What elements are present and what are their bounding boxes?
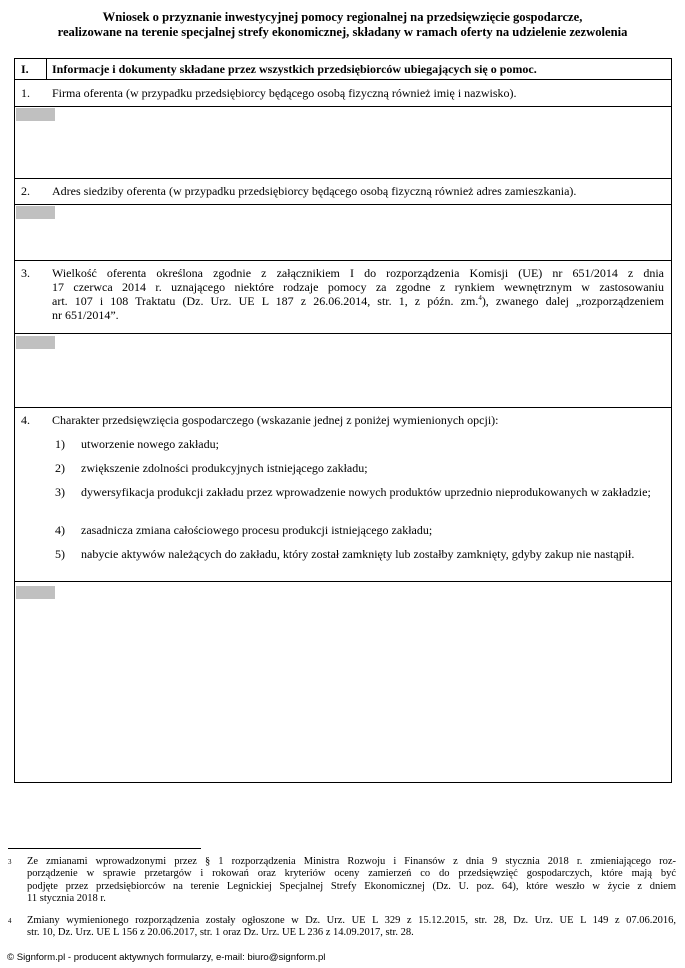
item-1-label: Firma oferenta (w przypadku przedsiębiorcy będącego osobą fizyczną również imię i nazwisko). xyxy=(52,86,517,100)
item-4-label: Charakter przedsięwzięcia gospodarczego (wskazanie jednej z poniżej wymienionych opcji): xyxy=(52,413,499,427)
item-3-line-3b: ), zwanego dalej „rozporządzeniem xyxy=(481,294,664,308)
document-title xyxy=(0,10,685,40)
footnote-4 xyxy=(8,915,676,941)
item-2-input-field[interactable] xyxy=(16,206,55,219)
option-2-number: 2) xyxy=(55,461,65,475)
option-3-text: dywersyfikacja produkcji zakładu przez wprowadzenie nowych produktów uprzednio nieprodukowanych w zakładzie; xyxy=(81,485,651,499)
item-2-label-row xyxy=(15,179,671,203)
item-3-input-field[interactable] xyxy=(16,336,55,349)
item-1-number: 1. xyxy=(21,86,30,100)
item-3-label-row xyxy=(15,261,671,333)
item-3-line-4: nr 651/2014”. xyxy=(52,308,119,322)
section-divider xyxy=(46,59,47,79)
section-header xyxy=(15,59,671,79)
footnote-3-line-1: Ze zmianami wprowadzonymi przez § 1 rozporządzenia Ministra Rozwoju i Finansów z dnia 9 stycznia 2018 r. zmieniającego roz- xyxy=(27,856,676,867)
footnote-3-number: 3 xyxy=(8,858,12,866)
option-5-number: 5) xyxy=(55,547,65,561)
footnote-3 xyxy=(8,856,676,906)
item-3-line-3a: art. 107 i 108 Traktatu (Dz. Urz. UE L 187 z 26.06.2014, str. 1, z późn. zm. xyxy=(52,294,479,308)
footnote-ref-4[interactable]: 4 xyxy=(478,294,482,302)
footnote-3-line-4: 11 stycznia 2018 r. xyxy=(27,892,106,904)
option-4-number: 4) xyxy=(55,523,65,537)
item-1-input-field[interactable] xyxy=(16,108,55,121)
item-3-answer-area[interactable] xyxy=(15,334,671,407)
page-footer: © Signform.pl - producent aktywnych formularzy, e-mail: biuro@signform.pl xyxy=(7,952,326,963)
item-4-input-field[interactable] xyxy=(16,586,55,599)
title-line-2: realizowane na terenie specjalnej strefy ekonomicznej, składany w ramach oferty na udzielenie zezwolenia xyxy=(57,25,628,39)
footnote-3-line-2: porządzenie w sprawie przetargów i rokowań oraz kryteriów oceny zamierzeń co do przedsięwzięć gospodarczych, które mają być xyxy=(27,868,676,880)
item-2-number: 2. xyxy=(21,184,30,198)
section-heading: Informacje i dokumenty składane przez wszystkich przedsiębiorców ubiegających się o pomoc. xyxy=(52,62,537,76)
item-4-label-row xyxy=(15,408,671,580)
title-line-1: Wniosek o przyznanie inwestycyjnej pomocy regionalnej na przedsięwzięcie gospodarcze, xyxy=(102,10,583,24)
option-1-text: utworzenie nowego zakładu; xyxy=(81,437,219,451)
application-form xyxy=(14,58,672,783)
item-1-label-row xyxy=(15,80,671,106)
option-1-number: 1) xyxy=(55,437,65,451)
option-3-number: 3) xyxy=(55,485,65,499)
footnote-3-line-3: podjęte przez przedsiębiorców na terenie Legnickiej Specjalnej Strefy Ekonomicznej (Dz. U. poz. 64), które weszło w życie z dniem xyxy=(27,880,676,892)
item-3-line-3 xyxy=(52,294,664,308)
footnote-3-text xyxy=(27,856,676,905)
item-3-line-1: Wielkość oferenta określona zgodnie z załącznikiem I do rozporządzenia Komisji (UE) nr 651/2014 z dnia xyxy=(52,266,664,280)
option-2-text: zwiększenie zdolności produkcyjnych istniejącego zakładu; xyxy=(81,461,368,475)
option-4-text: zasadnicza zmiana całościowego procesu produkcji istniejącego zakładu; xyxy=(81,523,433,537)
item-4-number: 4. xyxy=(21,413,30,427)
item-2-label: Adres siedziby oferenta (w przypadku przedsiębiorcy będącego osobą fizyczną również adres zamieszkania). xyxy=(52,184,577,198)
item-3-number: 3. xyxy=(21,266,30,280)
option-5-text: nabycie aktywów należących do zakładu, który został zamknięty lub zostałby zamknięty, gdyby zakup nie nastąpił. xyxy=(81,547,635,561)
footnote-4-text xyxy=(27,915,676,940)
item-2-answer-area[interactable] xyxy=(15,205,671,259)
item-3-label xyxy=(52,266,664,322)
item-3-line-2: 17 czerwca 2014 r. uznającego niektóre rodzaje pomocy za zgodne z rynkiem wewnętrznym w zastosowaniu xyxy=(52,280,664,294)
footnote-4-line-2: str. 10, Dz. Urz. UE L 156 z 20.06.2017, str. 1 oraz Dz. Urz. UE L 236 z 14.09.2017, str. 28. xyxy=(27,927,414,939)
footnote-separator xyxy=(8,848,201,849)
item-1-answer-area[interactable] xyxy=(15,107,671,178)
section-number: I. xyxy=(21,62,29,76)
item-4-answer-area[interactable] xyxy=(15,582,671,782)
footnote-4-line-1: Zmiany wymienionego rozporządzenia zostały ogłoszone w Dz. Urz. UE L 329 z 15.12.2015, str. 28, Dz. Urz. UE L 149 z 07.06.2016, xyxy=(27,915,676,926)
footnote-4-number: 4 xyxy=(8,917,12,925)
